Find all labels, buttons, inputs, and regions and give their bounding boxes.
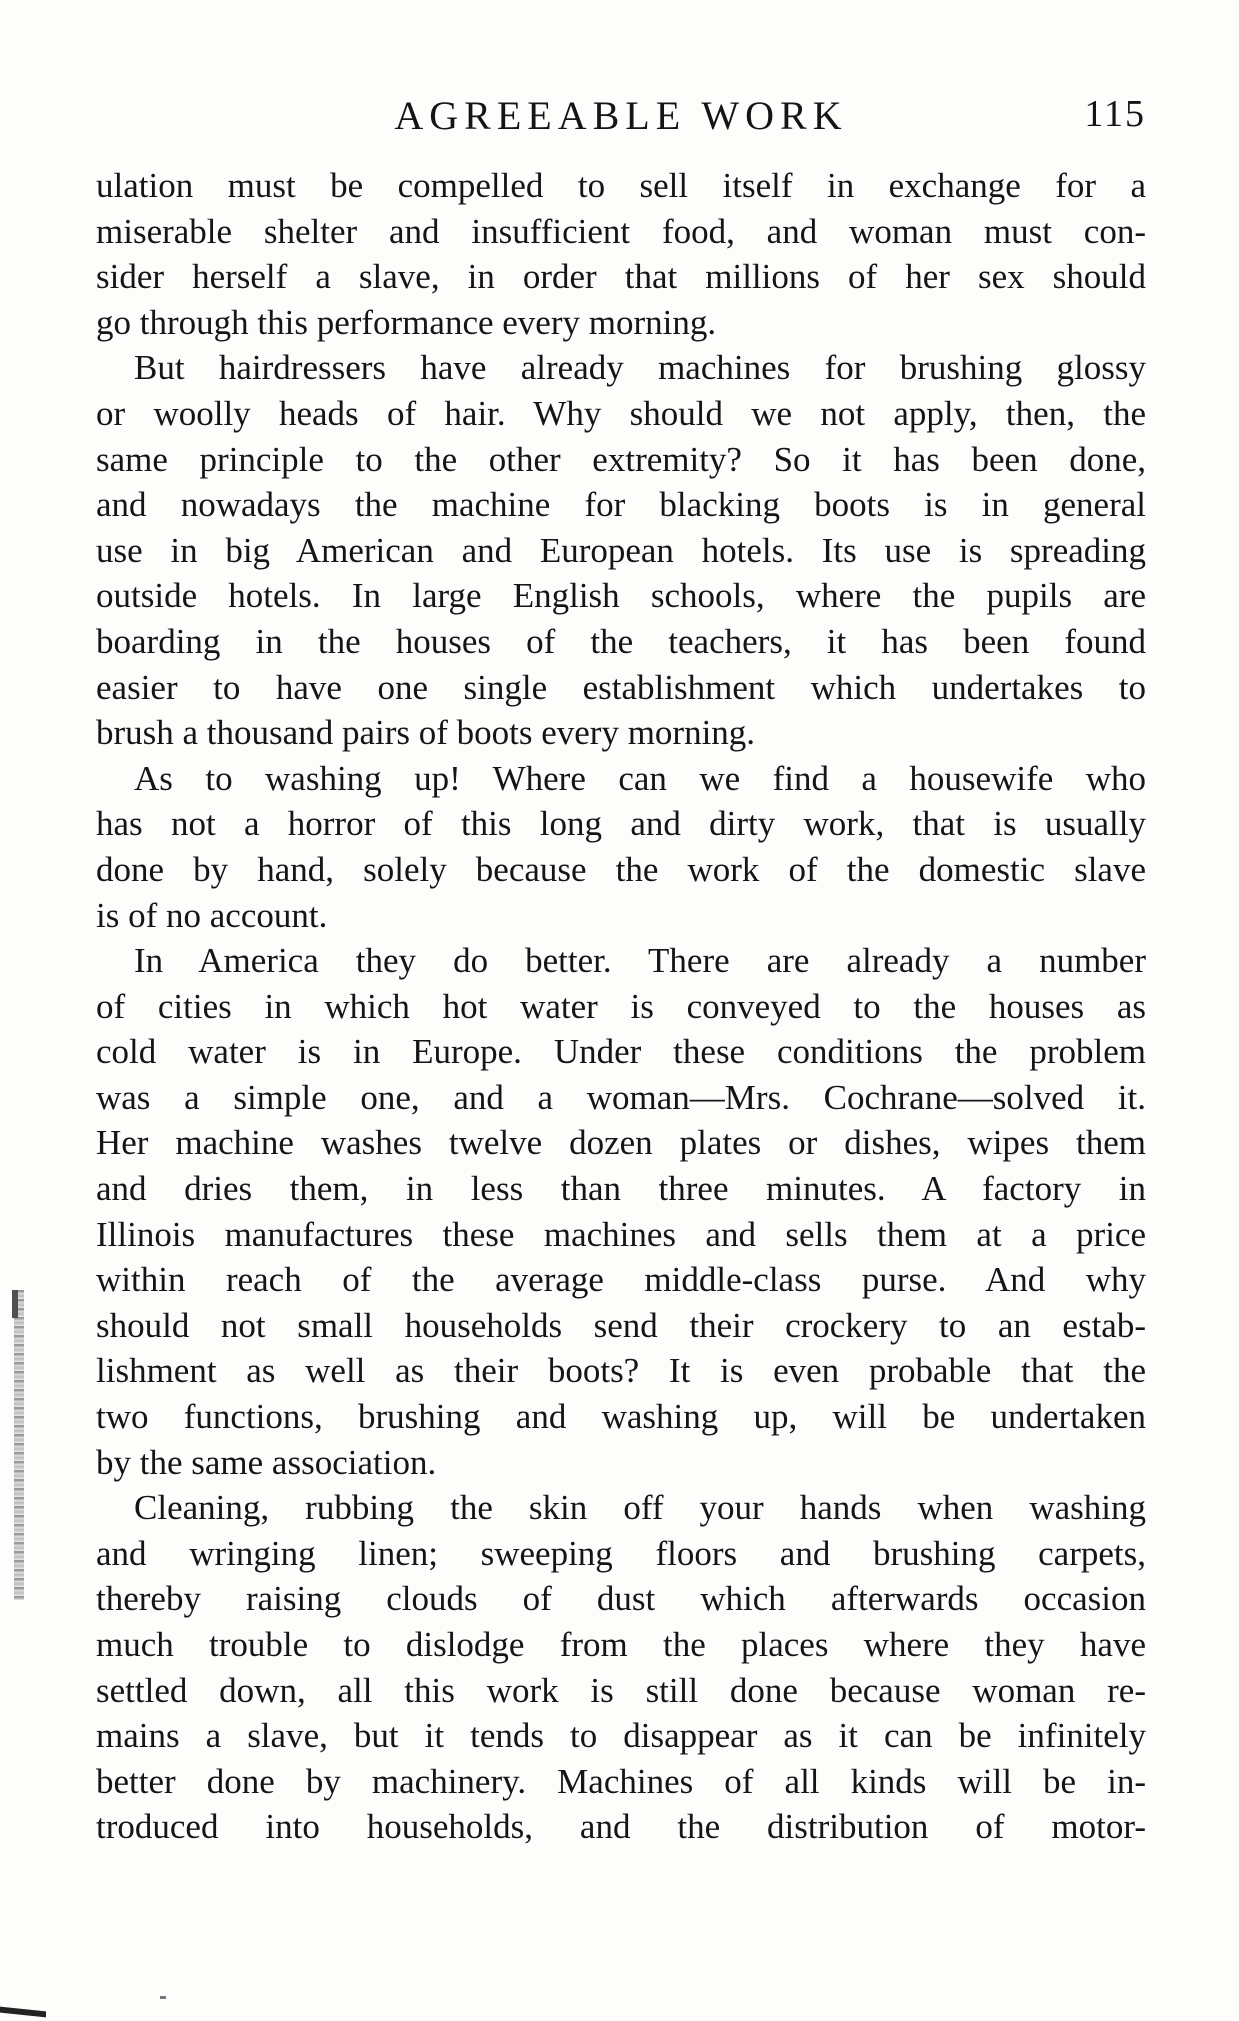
text-line: or woolly heads of hair. Why should we not apply, then, the	[96, 393, 1146, 433]
running-title: AGREEABLE WORK	[394, 93, 848, 138]
text-line: cold water is in Europe. Under these conditions the problem	[96, 1032, 1146, 1072]
scan-speck	[160, 1996, 166, 1999]
text-line: by the same association.	[96, 1442, 437, 1482]
text-line: Cleaning, rubbing the skin off your hands when washing	[134, 1488, 1146, 1528]
text-line: As to washing up! Where can we find a housewife who	[134, 758, 1146, 798]
text-line: same principle to the other extremity? So it has been done,	[96, 439, 1146, 479]
text-line: of cities in which hot water is conveyed to the houses as	[96, 986, 1146, 1026]
body-text	[96, 163, 1146, 1850]
text-line: outside hotels. In large English schools, where the pupils are	[96, 576, 1146, 616]
text-line: lishment as well as their boots? It is even probable that the	[96, 1351, 1146, 1391]
text-line: has not a horror of this long and dirty work, that is usually	[96, 804, 1146, 844]
text-line: two functions, brushing and washing up, will be undertaken	[96, 1397, 1146, 1437]
text-line: In America they do better. There are already a number	[134, 941, 1146, 981]
scan-margin-mark	[14, 1290, 24, 1600]
text-line: miserable shelter and insufficient food, and woman must con-	[96, 211, 1146, 251]
text-line: Illinois manufactures these machines and sells them at a price	[96, 1214, 1146, 1254]
scan-edge-mark	[0, 2007, 46, 2018]
text-line: and wringing linen; sweeping floors and brushing carpets,	[96, 1533, 1146, 1573]
text-line: mains a slave, but it tends to disappear as it can be infinitely	[96, 1716, 1146, 1756]
page-number: 115	[1084, 93, 1146, 135]
text-line: troduced into households, and the distribution of motor-	[96, 1807, 1146, 1847]
text-line: thereby raising clouds of dust which afterwards occasion	[96, 1579, 1146, 1619]
text-line: ulation must be compelled to sell itself in exchange for a	[96, 166, 1146, 205]
text-line: Her machine washes twelve dozen plates or dishes, wipes them	[96, 1123, 1146, 1163]
text-line: should not small households send their crockery to an estab-	[96, 1305, 1146, 1345]
text-line: within reach of the average middle-class purse. And why	[96, 1260, 1146, 1300]
text-line: was a simple one, and a woman—Mrs. Cochrane—solved it.	[96, 1077, 1146, 1117]
text-line: better done by machinery. Machines of all kinds will be in-	[96, 1761, 1146, 1801]
text-line: go through this performance every morning.	[96, 302, 717, 342]
text-line: much trouble to dislodge from the places where they have	[96, 1625, 1146, 1664]
text-line: done by hand, solely because the work of the domestic slave	[96, 849, 1146, 889]
text-line: settled down, all this work is still done because woman re-	[96, 1670, 1146, 1710]
text-line: brush a thousand pairs of boots every morning.	[96, 713, 756, 753]
text-line: and nowadays the machine for blacking boots is in general	[96, 485, 1146, 525]
text-line: use in big American and European hotels. Its use is spreading	[96, 530, 1146, 570]
text-line: But hairdressers have already machines for brushing glossy	[134, 348, 1146, 388]
text-line: sider herself a slave, in order that millions of her sex should	[96, 257, 1146, 297]
running-head	[96, 92, 1146, 142]
text-line: boarding in the houses of the teachers, it has been found	[96, 621, 1146, 661]
text-line: easier to have one single establishment which undertakes to	[96, 667, 1146, 707]
text-line: is of no account.	[96, 895, 328, 935]
text-line: and dries them, in less than three minutes. A factory in	[96, 1169, 1146, 1209]
